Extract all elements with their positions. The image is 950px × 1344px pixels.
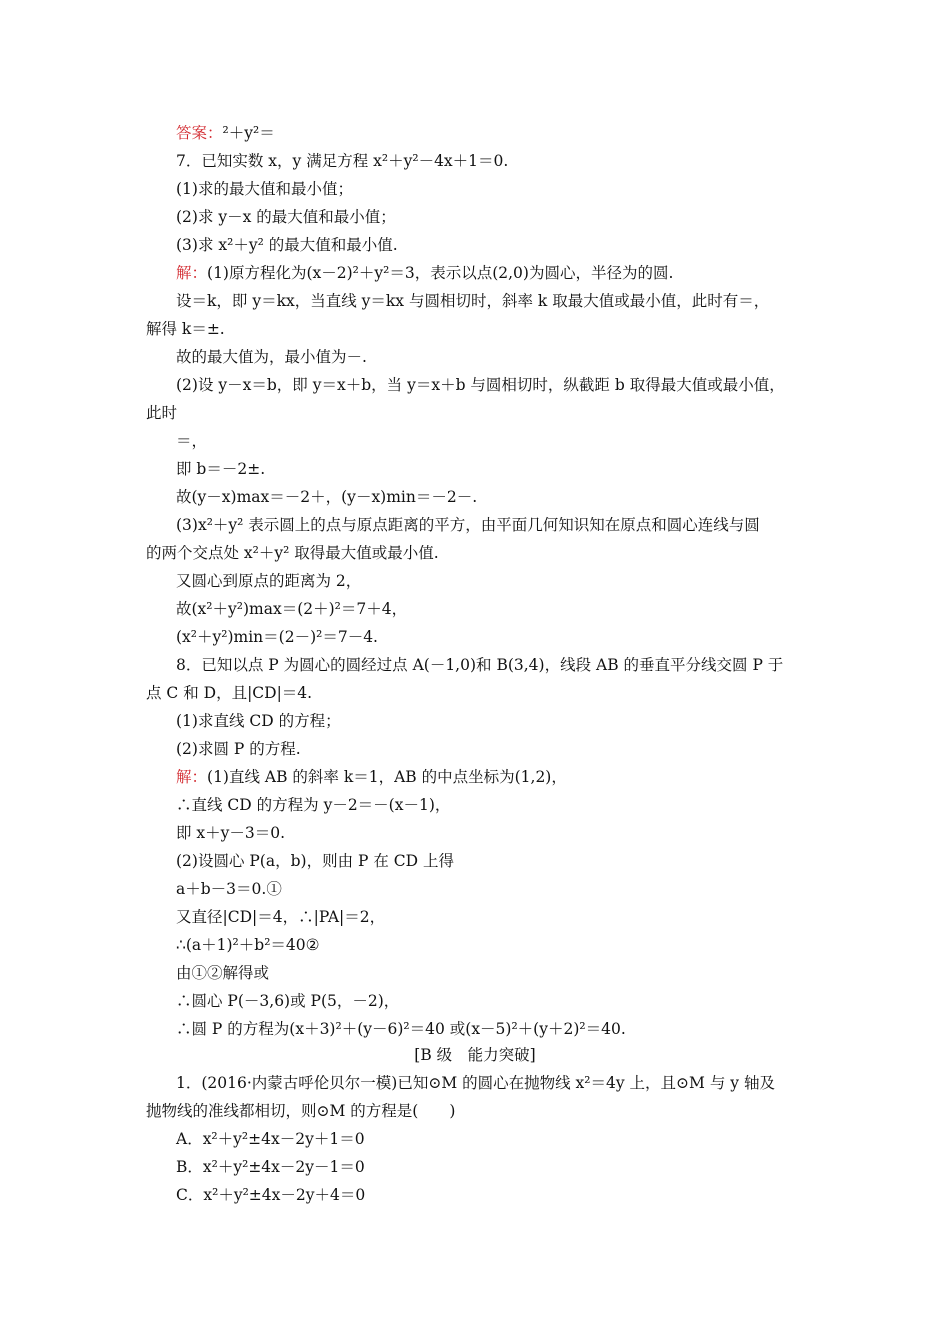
sol7-line4: 故的最大值为，最小值为－.: [176, 348, 367, 366]
q8-part2: (2)求圆 P 的方程.: [176, 740, 301, 758]
sol7-line13: 故(x²＋y²)max＝(2＋)²＝7＋4，: [176, 600, 408, 618]
sol8-label: 解：: [176, 768, 208, 786]
sol7-line5: (2)设 y－x＝b，即 y＝x＋b，当 y＝x＋b 与圆相切时，纵截距 b 取得最大值或最小值，: [176, 376, 785, 394]
b1-stem-line1: 1．(2016·内蒙古呼伦贝尔一模)已知⊙M 的圆心在抛物线 x²＝4y 上，且⊙M 与 y 轴及: [176, 1074, 775, 1092]
sol7-text1: (1)原方程化为(x－2)²＋y²＝3，表示以点(2,0)为圆心，半径为的圆.: [207, 264, 674, 282]
sol8-line1: [176, 767, 567, 787]
q7-stem: 7．已知实数 x，y 满足方程 x²＋y²－4x＋1＝0.: [176, 152, 509, 170]
b1-option-c: C．x²＋y²±4x－2y＋4＝0: [176, 1186, 366, 1204]
sol8-line3: 即 x＋y－3＝0.: [176, 824, 286, 842]
sol8-line2: ∴直线 CD 的方程为 y－2＝－(x－1)，: [176, 796, 451, 814]
sol8-line10: ∴圆 P 的方程为(x＋3)²＋(y－6)²＝40 或(x－5)²＋(y＋2)²＝40.: [176, 1020, 626, 1038]
b1-stem-line2: 抛物线的准线都相切，则⊙M 的方程是( ): [146, 1102, 456, 1120]
b1-option-a: A．x²＋y²±4x－2y＋1＝0: [176, 1130, 365, 1148]
sol8-line4: (2)设圆心 P(a，b)，则由 P 在 CD 上得: [176, 852, 454, 870]
sol7-line12: 又圆心到原点的距离为 2，: [176, 572, 362, 590]
sol8-line6: 又直径|CD|＝4，∴|PA|＝2，: [176, 908, 386, 926]
sol8-line7: ∴(a＋1)²＋b²＝40②: [176, 936, 320, 954]
b1-option-b: B．x²＋y²±4x－2y－1＝0: [176, 1158, 365, 1176]
answer-line: [176, 123, 275, 143]
sol8-line5: a＋b－3＝0.①: [176, 880, 282, 898]
q7-part3: (3)求 x²＋y² 的最大值和最小值.: [176, 236, 398, 254]
sol7-label: 解：: [176, 264, 208, 282]
sol8-text1: (1)直线 AB 的斜率 k＝1，AB 的中点坐标为(1,2)，: [207, 768, 567, 786]
sol7-line10: (3)x²＋y² 表示圆上的点与原点距离的平方，由平面几何知识知在原点和圆心连线与圆: [176, 516, 760, 534]
sol7-line1: [176, 263, 673, 283]
sol7-line7: ＝，: [176, 432, 208, 450]
sol7-line6: 此时: [146, 404, 178, 422]
sol7-line9: 故(y－x)max＝－2＋，(y－x)min＝－2－.: [176, 488, 478, 506]
sol7-line8: 即 b＝－2±.: [176, 460, 266, 478]
sol7-line2: 设＝k，即 y＝kx，当直线 y＝kx 与圆相切时，斜率 k 取最大值或最小值，此时有＝，: [176, 292, 770, 310]
sol7-line3: 解得 k＝±.: [146, 320, 225, 338]
answer-text: ²＋y²＝: [222, 124, 275, 142]
q8-stem-line1: 8．已知以点 P 为圆心的圆经过点 A(－1,0)和 B(3,4)，线段 AB 的垂直平分线交圆 P 于: [176, 656, 784, 674]
q7-part1: (1)求的最大值和最小值；: [176, 180, 353, 198]
sol8-line9: ∴圆心 P(－3,6)或 P(5，－2)，: [176, 992, 400, 1010]
sol8-line8: 由①②解得或: [176, 964, 270, 982]
q8-stem-line2: 点 C 和 D，且|CD|＝4.: [146, 684, 313, 702]
q8-part1: (1)求直线 CD 的方程；: [176, 712, 341, 730]
sol7-line11: 的两个交点处 x²＋y² 取得最大值或最小值.: [146, 544, 439, 562]
section-b-heading: [B 级 能力突破]: [414, 1046, 536, 1064]
sol7-line14: (x²＋y²)min＝(2－)²＝7－4.: [176, 628, 378, 646]
answer-label: 答案：: [176, 124, 223, 142]
q7-part2: (2)求 y－x 的最大值和最小值；: [176, 208, 396, 226]
